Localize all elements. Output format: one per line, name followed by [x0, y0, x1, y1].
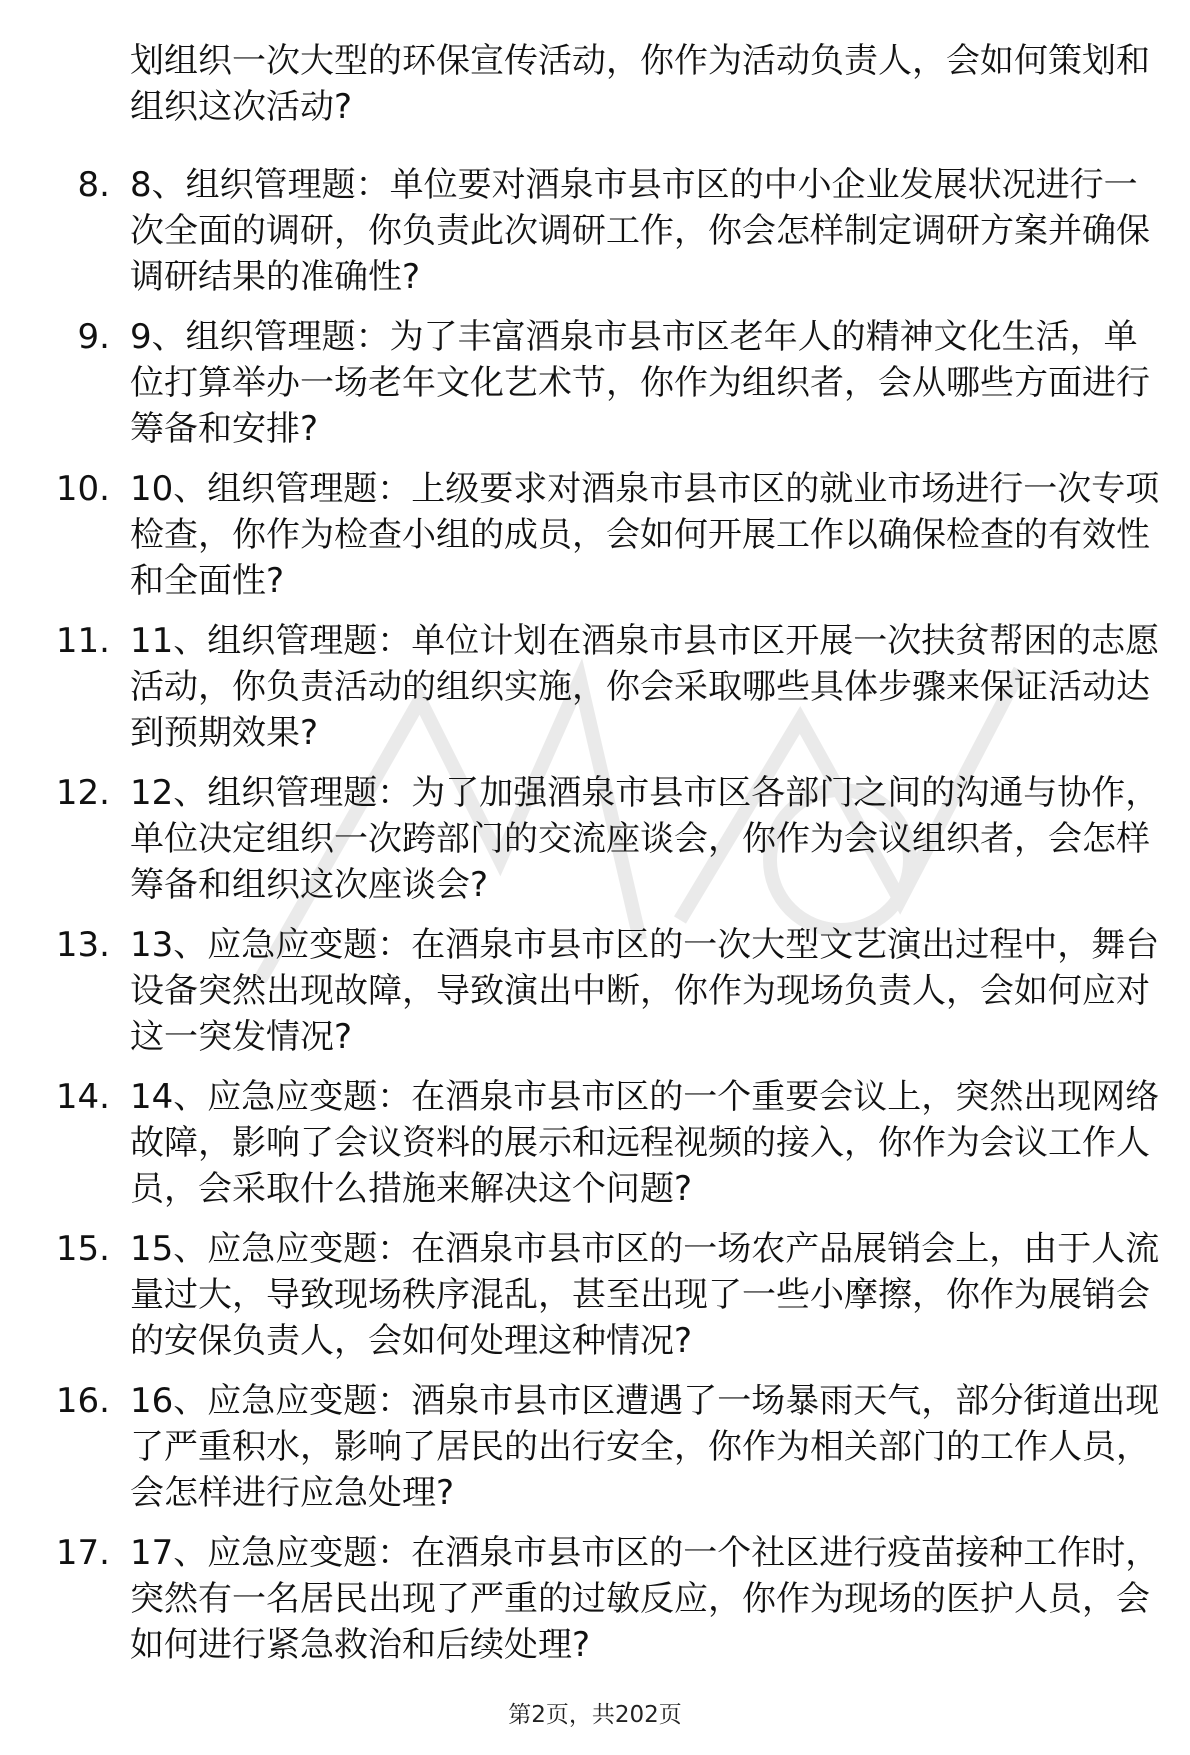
question-text: 15、应急应变题：在酒泉市县市区的一场农产品展销会上，由于人流量过大，导致现场秩序混乱，甚至出现了一些小摩擦，你作为展销会的安保负责人，会如何处理这种情况? [130, 1229, 1160, 1361]
list-item [0, 770, 1190, 922]
list-item [0, 1530, 1190, 1682]
question-text: 13、应急应变题：在酒泉市县市区的一次大型文艺演出过程中，舞台设备突然出现故障，导致演出中断，你作为现场负责人，会如何应对这一突发情况? [130, 925, 1160, 1057]
list-number: 8. [77, 165, 110, 205]
list-number: 12. [55, 773, 110, 813]
question-text: 10、组织管理题：上级要求对酒泉市县市区的就业市场进行一次专项检查，你作为检查小组的成员，会如何开展工作以确保检查的有效性和全面性? [130, 469, 1160, 601]
list-number: 13. [55, 925, 110, 965]
list-number: 17. [55, 1533, 110, 1573]
list-item [0, 618, 1190, 770]
list-item [0, 162, 1190, 314]
question-text: 16、应急应变题：酒泉市县市区遭遇了一场暴雨天气，部分街道出现了严重积水，影响了居民的出行安全，你作为相关部门的工作人员，会怎样进行应急处理? [130, 1381, 1160, 1513]
list-number: 14. [55, 1077, 110, 1117]
list-number: 16. [55, 1381, 110, 1421]
question-list [0, 162, 1190, 1682]
list-item [0, 314, 1190, 466]
list-item [0, 466, 1190, 618]
question-text: 11、组织管理题：单位计划在酒泉市县市区开展一次扶贫帮困的志愿活动，你负责活动的组织实施，你会采取哪些具体步骤来保证活动达到预期效果? [130, 621, 1160, 753]
question-text: 8、组织管理题：单位要对酒泉市县市区的中小企业发展状况进行一次全面的调研，你负责此次调研工作，你会怎样制定调研方案并确保调研结果的准确性? [130, 165, 1150, 297]
question-text: 14、应急应变题：在酒泉市县市区的一个重要会议上，突然出现网络故障，影响了会议资料的展示和远程视频的接入，你作为会议工作人员，会采取什么措施来解决这个问题? [130, 1077, 1160, 1209]
list-item [0, 1226, 1190, 1378]
list-number: 10. [55, 469, 110, 509]
list-item [0, 922, 1190, 1074]
question-text: 9、组织管理题：为了丰富酒泉市县市区老年人的精神文化生活，单位打算举办一场老年文化艺术节，你作为组织者，会从哪些方面进行筹备和安排? [130, 317, 1150, 449]
question-text: 17、应急应变题：在酒泉市县市区的一个社区进行疫苗接种工作时，突然有一名居民出现了严重的过敏反应，你作为现场的医护人员，会如何进行紧急救治和后续处理? [130, 1533, 1160, 1665]
list-number: 15. [55, 1229, 110, 1269]
list-item [0, 1074, 1190, 1226]
page-footer: 第2页，共202页 [508, 1702, 682, 1728]
list-item [0, 1378, 1190, 1530]
question-text: 12、组织管理题：为了加强酒泉市县市区各部门之间的沟通与协作，单位决定组织一次跨部门的交流座谈会，你作为会议组织者，会怎样筹备和组织这次座谈会? [130, 773, 1160, 905]
list-number: 11. [55, 621, 110, 661]
continuation-paragraph: 划组织一次大型的环保宣传活动，你作为活动负责人，会如何策划和组织这次活动? [130, 41, 1150, 127]
list-number: 9. [77, 317, 110, 357]
